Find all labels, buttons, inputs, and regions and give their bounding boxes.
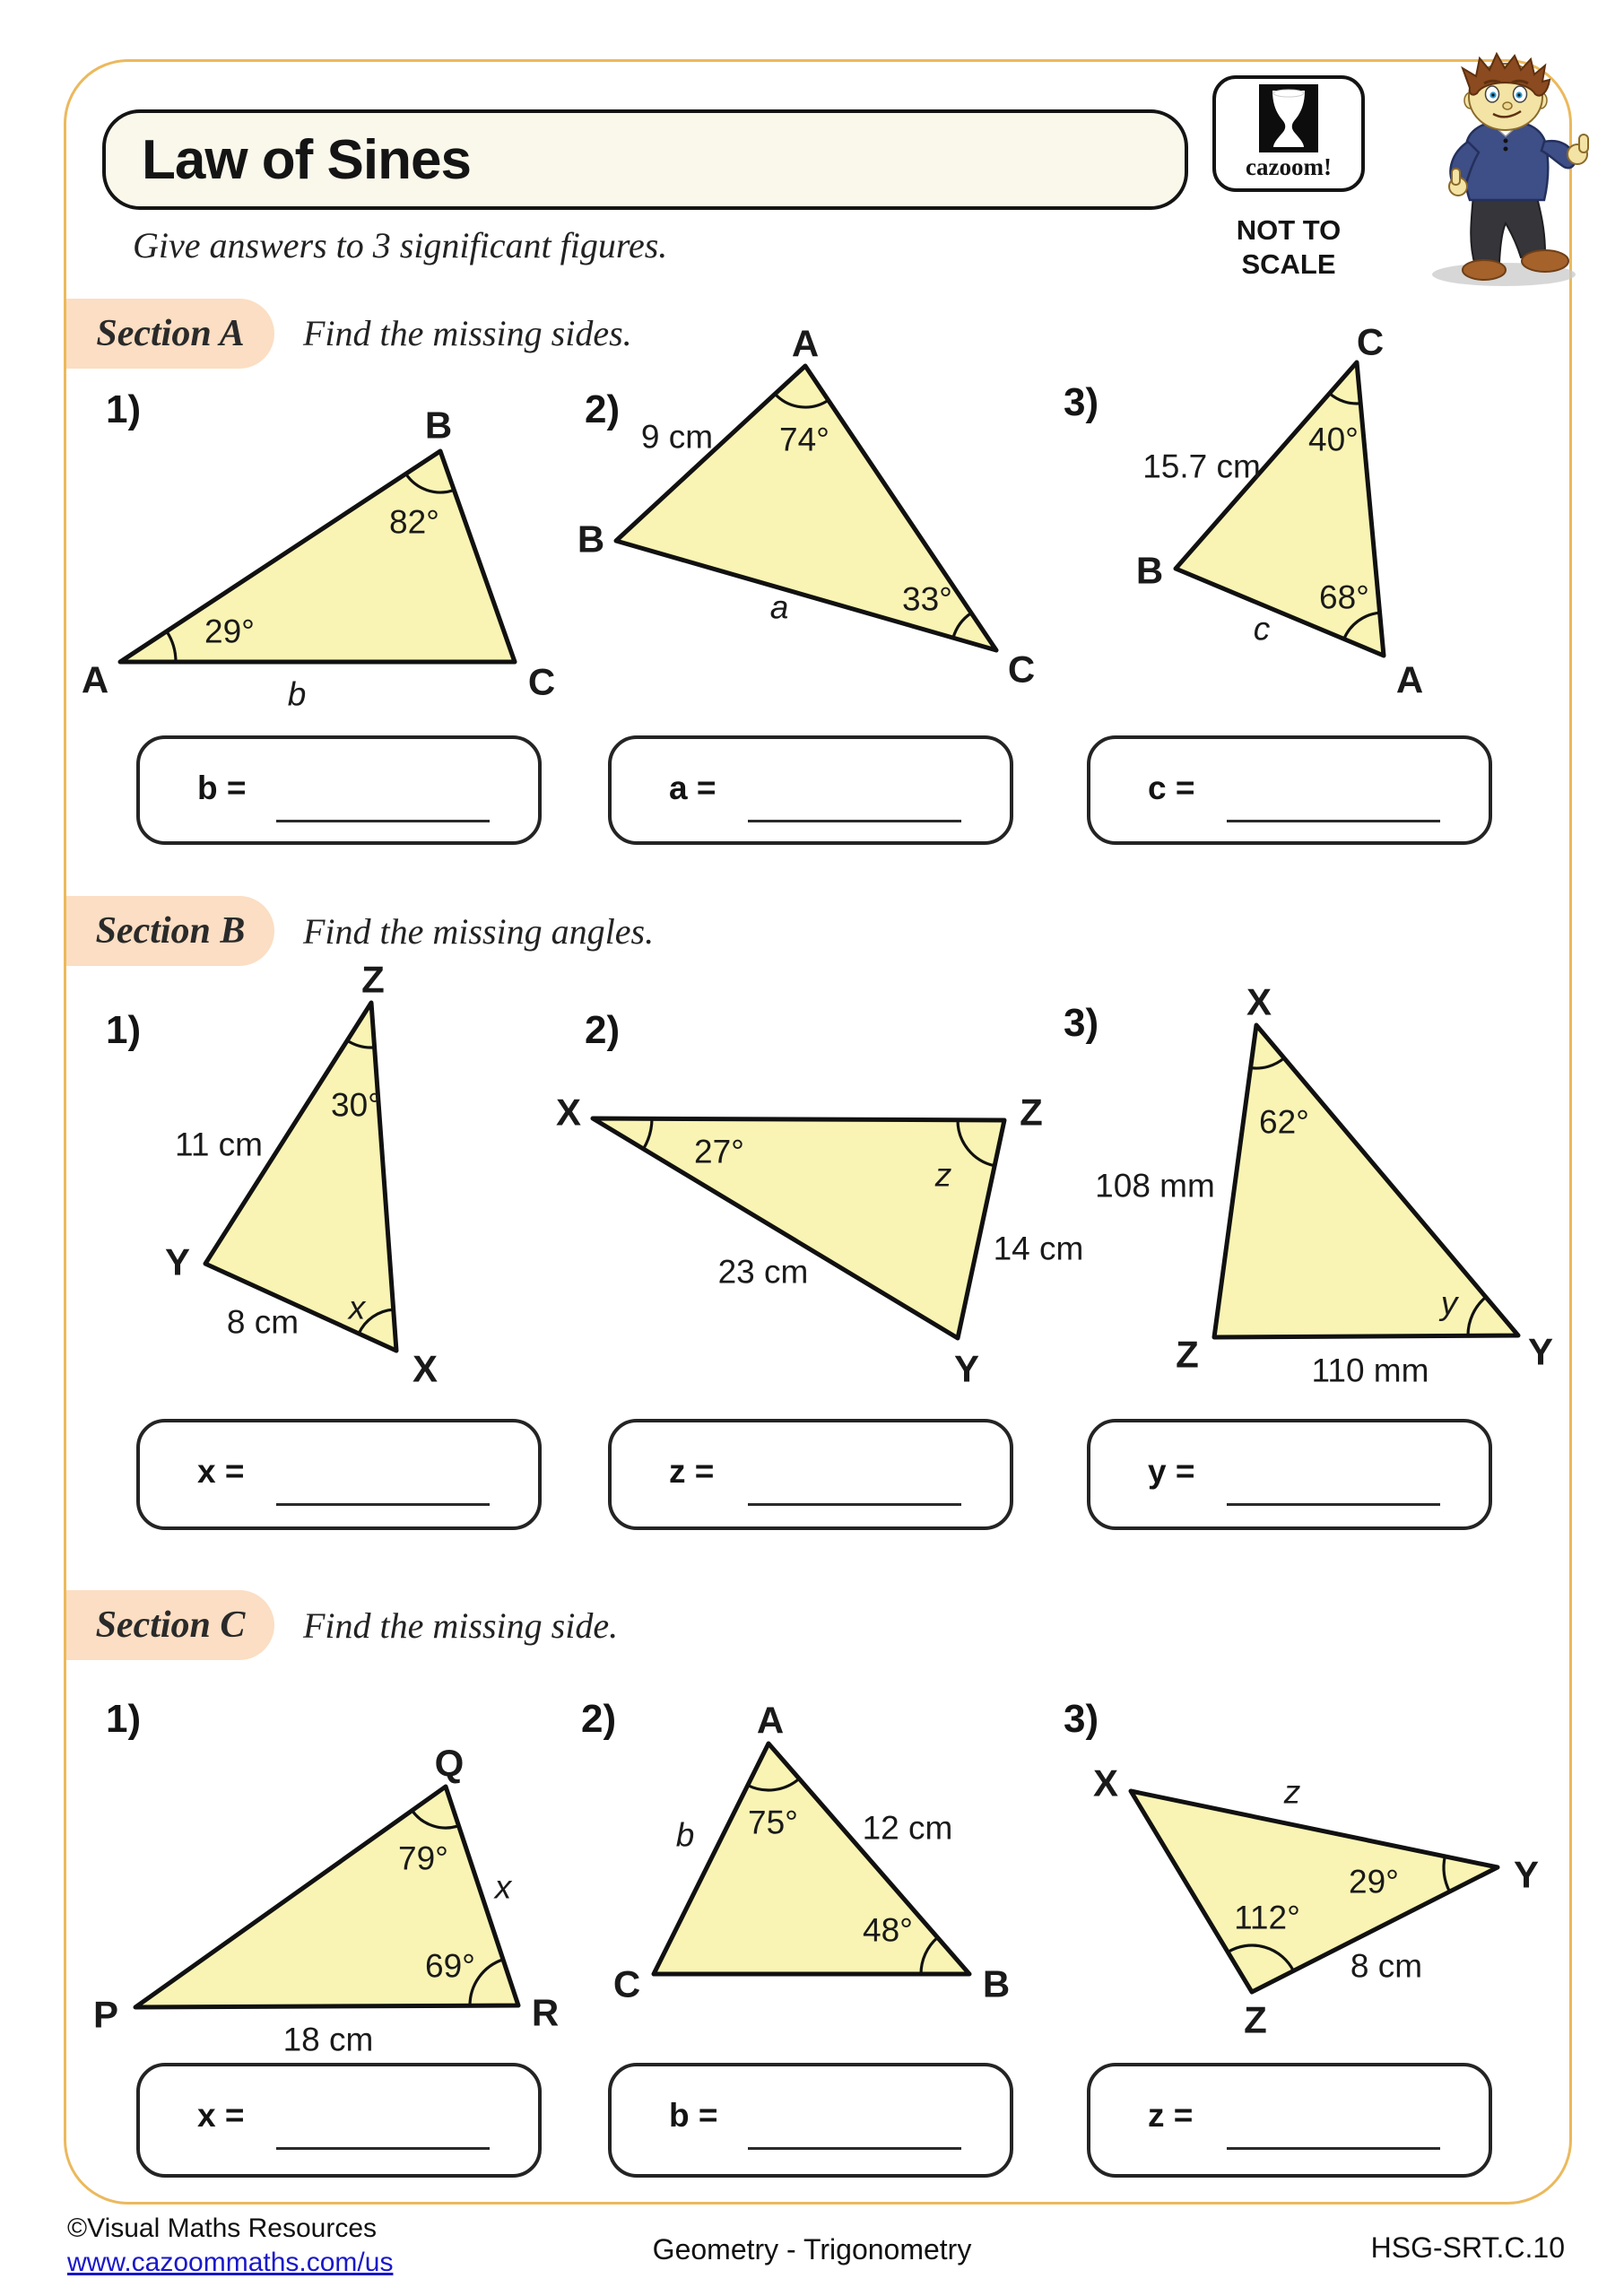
side-label: 8 cm bbox=[226, 1303, 300, 1341]
angle-label: 75° bbox=[748, 1804, 798, 1841]
problem-number-c2: 2) bbox=[581, 1697, 617, 1741]
answer-box-a3[interactable] bbox=[1087, 735, 1492, 845]
angle-label: 33° bbox=[902, 580, 952, 618]
problem-number-a1: 1) bbox=[106, 387, 142, 431]
triangle-shape bbox=[654, 1744, 969, 1974]
side-label: 14 cm bbox=[993, 1230, 1084, 1267]
vertex-label: Y bbox=[1513, 1853, 1540, 1896]
answer-blank-line[interactable] bbox=[748, 2147, 961, 2150]
side-label: 15.7 cm bbox=[1142, 448, 1261, 485]
answer-blank-line[interactable] bbox=[1227, 820, 1440, 822]
triangle-shape bbox=[120, 451, 515, 662]
vertex-label: A bbox=[1395, 658, 1424, 701]
problem-number-c1: 1) bbox=[106, 1697, 142, 1741]
side-label: 12 cm bbox=[862, 1809, 953, 1847]
vertex-label: R bbox=[531, 1991, 560, 2034]
answer-label: x = bbox=[197, 1453, 245, 1490]
section-b-label: Section B bbox=[66, 896, 274, 966]
section-c-instruction: Find the missing side. bbox=[303, 1605, 619, 1646]
side-label: z bbox=[1283, 1773, 1301, 1811]
answer-label: a = bbox=[669, 770, 716, 806]
problem-number-a3: 3) bbox=[1064, 380, 1099, 424]
side-label: x bbox=[494, 1868, 512, 1906]
vertex-label: A bbox=[756, 1699, 785, 1742]
side-label: c bbox=[1253, 610, 1271, 648]
triangle-shape bbox=[1131, 1791, 1498, 1992]
angle-label: 29° bbox=[204, 613, 255, 650]
vertex-label: Z bbox=[361, 958, 385, 1001]
triangle-b3 bbox=[1095, 981, 1553, 1389]
vertex-label: B bbox=[982, 1962, 1011, 2005]
angle-label: 62° bbox=[1259, 1103, 1309, 1141]
side-label: a bbox=[769, 588, 789, 626]
vertex-label: Z bbox=[1176, 1333, 1199, 1376]
section-a-label: Section A bbox=[66, 299, 274, 369]
triangle-a1 bbox=[82, 404, 555, 713]
answer-box-a2[interactable] bbox=[608, 735, 1013, 845]
vertex-label: Z bbox=[1244, 1998, 1267, 2041]
vertex-label: Y bbox=[953, 1347, 980, 1390]
angle-label: 79° bbox=[398, 1839, 448, 1877]
vertex-label: B bbox=[577, 517, 605, 561]
triangle-c1 bbox=[93, 1743, 559, 2058]
side-label: 18 cm bbox=[282, 2021, 374, 2058]
answer-box-c2[interactable] bbox=[608, 2063, 1013, 2178]
angle-label: 40° bbox=[1308, 421, 1359, 458]
section-c-label: Section C bbox=[66, 1590, 274, 1660]
angle-label: x bbox=[348, 1289, 366, 1326]
answer-blank-line[interactable] bbox=[276, 1503, 490, 1506]
side-label: 9 cm bbox=[640, 418, 714, 456]
vertex-label: C bbox=[612, 1962, 641, 2005]
answer-blank-line[interactable] bbox=[1227, 1503, 1440, 1506]
footer-link[interactable]: www.cazoommaths.com/us bbox=[67, 2248, 394, 2277]
answer-label: b = bbox=[669, 2097, 718, 2134]
triangle-a3 bbox=[1136, 321, 1423, 701]
vertex-label: Q bbox=[434, 1742, 465, 1785]
vertex-label: Y bbox=[1527, 1330, 1554, 1373]
vertex-label: Y bbox=[164, 1240, 191, 1283]
side-label: 11 cm bbox=[174, 1126, 264, 1163]
footer-topic: Geometry - Trigonometry bbox=[652, 2233, 972, 2266]
vertex-label: C bbox=[527, 660, 556, 703]
answer-box-b3[interactable] bbox=[1087, 1419, 1492, 1530]
triangle-a2 bbox=[578, 323, 1035, 691]
vertex-label: X bbox=[412, 1347, 439, 1390]
angle-label: 112° bbox=[1234, 1899, 1300, 1936]
triangle-b1 bbox=[165, 959, 438, 1390]
problem-number-c3: 3) bbox=[1064, 1697, 1099, 1741]
angle-label: y bbox=[1440, 1284, 1458, 1322]
angle-label: 68° bbox=[1319, 578, 1369, 616]
vertex-label: B bbox=[424, 404, 453, 447]
vertex-label: C bbox=[1007, 648, 1036, 691]
answer-label: z = bbox=[1148, 2097, 1194, 2134]
answer-label: x = bbox=[197, 2097, 245, 2134]
side-label: 110 mm bbox=[1311, 1352, 1429, 1389]
angle-label: 29° bbox=[1349, 1863, 1399, 1900]
footer-copyright: ©Visual Maths Resources bbox=[67, 2213, 378, 2243]
vertex-label: B bbox=[1135, 549, 1164, 592]
vertex-label: C bbox=[1356, 320, 1385, 363]
answer-blank-line[interactable] bbox=[748, 1503, 961, 1506]
angle-label: 30° bbox=[331, 1086, 381, 1124]
answer-blank-line[interactable] bbox=[276, 2147, 490, 2150]
side-label: 8 cm bbox=[1350, 1947, 1423, 1985]
side-label: 23 cm bbox=[717, 1253, 809, 1291]
problem-number-a2: 2) bbox=[585, 387, 621, 431]
vertex-label: A bbox=[81, 658, 109, 701]
answer-label: c = bbox=[1148, 770, 1195, 806]
angle-label: 69° bbox=[425, 1947, 475, 1985]
triangle-shape bbox=[205, 1003, 396, 1351]
angle-label: 74° bbox=[779, 421, 829, 458]
answer-box-c1[interactable] bbox=[136, 2063, 542, 2178]
answer-blank-line[interactable] bbox=[276, 820, 490, 822]
answer-blank-line[interactable] bbox=[748, 820, 961, 822]
section-b-instruction: Find the missing angles. bbox=[303, 911, 655, 952]
not-to-scale-note: NOT TO SCALE bbox=[1236, 214, 1342, 280]
vertex-label: Z bbox=[1020, 1091, 1043, 1134]
triangle-shape bbox=[593, 1118, 1004, 1338]
page-title: Law of Sines bbox=[142, 128, 471, 191]
answer-box-b2[interactable] bbox=[608, 1419, 1013, 1530]
brand-name: cazoom! bbox=[1246, 153, 1332, 180]
angle-label: 48° bbox=[863, 1911, 913, 1949]
side-label: b bbox=[675, 1816, 695, 1854]
answer-label: b = bbox=[197, 770, 247, 806]
answer-box-c3[interactable] bbox=[1087, 2063, 1492, 2178]
problem-number-b3: 3) bbox=[1064, 1001, 1099, 1045]
angle-label: 27° bbox=[694, 1133, 744, 1170]
triangle-c2 bbox=[613, 1700, 1010, 2005]
vertex-label: X bbox=[1092, 1761, 1119, 1805]
answer-blank-line[interactable] bbox=[1227, 2147, 1440, 2150]
problem-number-b1: 1) bbox=[106, 1008, 142, 1052]
vertex-label: P bbox=[92, 1993, 119, 2036]
worksheet-instructions: Give answers to 3 significant figures. bbox=[133, 225, 668, 265]
answer-label: y = bbox=[1148, 1453, 1195, 1490]
angle-label: z bbox=[934, 1156, 952, 1194]
triangle-shape bbox=[1214, 1025, 1518, 1337]
side-label: b bbox=[287, 675, 307, 713]
triangle-b2 bbox=[556, 1091, 1083, 1390]
section-a-instruction: Find the missing sides. bbox=[303, 313, 632, 353]
answer-label: z = bbox=[669, 1453, 715, 1490]
vertex-label: X bbox=[1246, 980, 1272, 1023]
side-label: 108 mm bbox=[1095, 1167, 1215, 1205]
vertex-label: X bbox=[555, 1091, 582, 1134]
angle-label: 82° bbox=[389, 503, 439, 541]
answer-box-a1[interactable] bbox=[136, 735, 542, 845]
answer-box-b1[interactable] bbox=[136, 1419, 542, 1530]
triangle-c3 bbox=[1093, 1762, 1539, 2041]
vertex-label: A bbox=[791, 322, 820, 365]
problem-number-b2: 2) bbox=[585, 1008, 621, 1052]
footer-standard-code: HSG-SRT.C.10 bbox=[1370, 2231, 1565, 2264]
